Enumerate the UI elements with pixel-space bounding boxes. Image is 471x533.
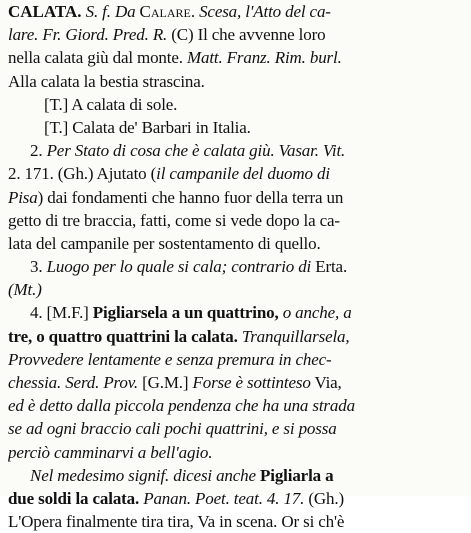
entry-text: lata del campanile per sostentamento di quello. bbox=[8, 233, 321, 253]
entry-text: due soldi la calata. bbox=[8, 488, 140, 508]
entry-text: Erta. bbox=[311, 257, 348, 277]
entry-line bbox=[8, 23, 467, 46]
entry-line bbox=[8, 394, 467, 417]
entry-text: S. f. Da bbox=[81, 2, 140, 21]
entry-text: L'Opera finalmente tira tira, Va in scena. Or si ch'è bbox=[8, 512, 345, 532]
entry-text: [T.] Calata de' Barbari in Italia. bbox=[44, 117, 251, 137]
entry-line bbox=[8, 232, 467, 255]
entry-text: Nel medesimo signif. dicesi anche bbox=[30, 465, 256, 485]
entry-line bbox=[8, 186, 467, 209]
entry-text: o anche, a bbox=[278, 303, 352, 323]
entry-line bbox=[8, 70, 467, 93]
entry-text: (Mt.) bbox=[8, 280, 42, 300]
entry-text: . bbox=[190, 2, 200, 21]
entry-text: perciò camminarvi a bell'agio. bbox=[8, 442, 213, 462]
entry-line bbox=[8, 209, 467, 232]
entry-text: [T.] A calata di sole. bbox=[44, 94, 178, 114]
entry-line bbox=[8, 510, 467, 533]
entry-text: 2. 171. (Gh.) Ajutato ( bbox=[8, 164, 157, 184]
entry-text: Alla calata la bestia strascina. bbox=[8, 71, 205, 91]
entry-line bbox=[8, 487, 467, 510]
entry-text: Calare bbox=[139, 2, 191, 21]
entry-text: Per Stato di cosa che è calata giù. Vasar. Vit. bbox=[46, 141, 346, 161]
dictionary-entry-calata bbox=[8, 0, 467, 533]
entry-text: Pisa bbox=[8, 187, 38, 207]
entry-text: tre, o quattro quattrini la calata. bbox=[8, 326, 238, 346]
entry-text: Scesa, l'Atto del ca- bbox=[199, 2, 331, 21]
entry-line bbox=[8, 348, 467, 371]
entry-line bbox=[8, 0, 467, 23]
entry-line bbox=[8, 46, 467, 69]
entry-text: se ad ogni braccio cali pochi quattrini, e si possa bbox=[8, 419, 337, 439]
entry-text: lare. Fr. Giord. Pred. R. bbox=[8, 25, 168, 45]
entry-text: 3. bbox=[30, 257, 47, 277]
entry-text: Tranquillarsela, bbox=[237, 326, 350, 346]
headword: CALATA. bbox=[8, 2, 82, 21]
entry-text: chessia. Serd. Prov. bbox=[8, 373, 138, 392]
entry-text: ) dai fondamenti che hanno fuor della terra un bbox=[37, 187, 344, 207]
entry-line bbox=[8, 325, 467, 348]
entry-line bbox=[8, 417, 467, 440]
entry-text: Matt. Franz. Rim. burl. bbox=[186, 48, 342, 68]
entry-text: Via, bbox=[310, 373, 342, 392]
entry-text: il campanile del duomo di bbox=[156, 164, 330, 184]
entry-text: Pigliarla a bbox=[255, 465, 334, 485]
entry-text: 4. [M.F.] bbox=[30, 303, 93, 323]
entry-line bbox=[8, 441, 467, 464]
entry-line bbox=[8, 278, 467, 301]
entry-text: (Gh.) bbox=[304, 488, 344, 508]
entry-text: 2. bbox=[30, 141, 47, 161]
entry-line bbox=[8, 93, 467, 116]
entry-text: (C) Il che avvenne loro bbox=[167, 25, 326, 45]
entry-text: Provvedere lentamente e senza premura in chec- bbox=[8, 349, 332, 369]
entry-text: getto di tre braccia, fatti, come si vede dopo la ca- bbox=[8, 210, 340, 230]
entry-text: Forse è sottinteso bbox=[192, 373, 311, 392]
entry-text: Pigliarsela a un quattrino, bbox=[92, 303, 279, 323]
entry-line bbox=[8, 255, 467, 278]
entry-text: [G.M.] bbox=[137, 373, 193, 392]
entry-line bbox=[8, 116, 467, 139]
entry-line bbox=[8, 139, 467, 162]
entry-text: ed è detto dalla piccola pendenza che ha una strada bbox=[8, 396, 355, 416]
entry-line bbox=[8, 162, 467, 185]
entry-line bbox=[8, 464, 467, 487]
entry-text: Luogo per lo quale si cala; contrario di bbox=[46, 257, 312, 277]
entry-line bbox=[8, 371, 467, 394]
entry-text: Panan. Poet. teat. 4. 17. bbox=[139, 488, 305, 508]
entry-text: nella calata giù dal monte. bbox=[8, 48, 187, 68]
entry-line bbox=[8, 301, 467, 324]
